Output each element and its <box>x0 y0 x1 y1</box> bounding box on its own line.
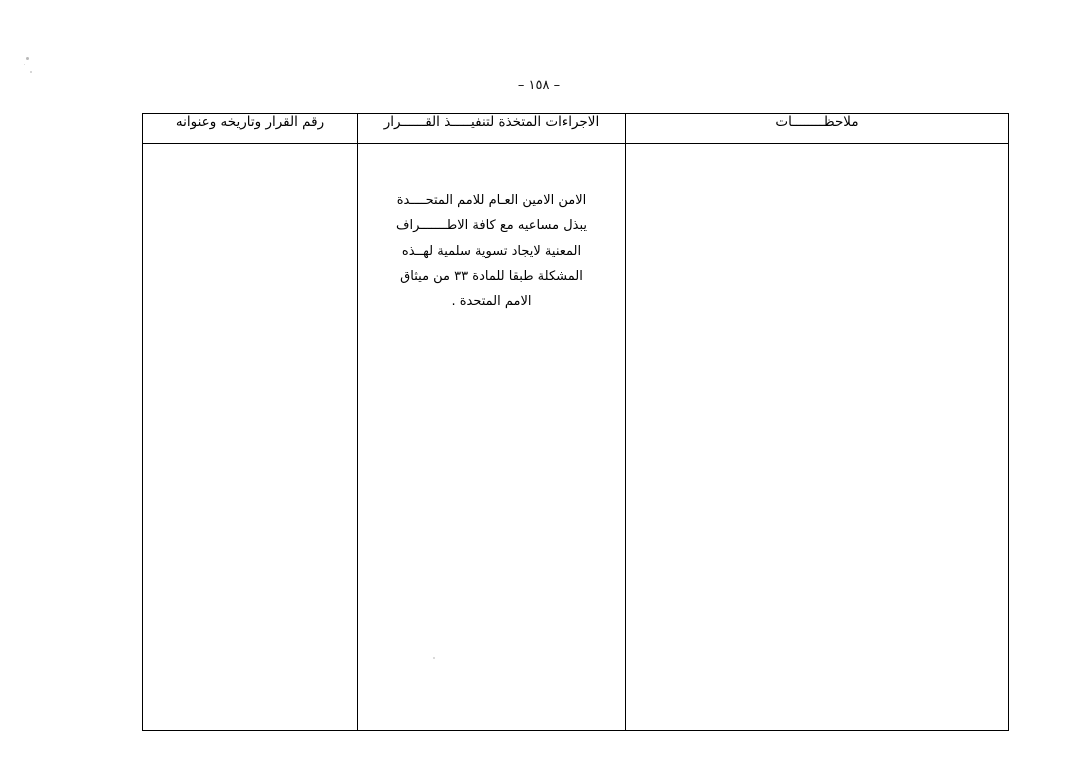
page-number: – ١٥٨ – <box>517 78 561 93</box>
notes-content <box>626 144 1008 730</box>
table-row <box>143 144 1009 731</box>
measures-line: يبذل مساعيه مع كافة الاطـــــــراف <box>395 218 588 234</box>
decision-content <box>143 144 357 730</box>
measures-line: المعنية لايجاد تسوية سلمية لهــذه <box>401 243 582 259</box>
scan-artifact-speck <box>24 64 25 65</box>
column-header-notes: ملاحظــــــــات <box>626 114 1009 144</box>
scan-artifact-speck <box>26 57 29 60</box>
measures-line: المشكلة طبقا للمادة ٣٣ من ميثاق <box>400 269 583 285</box>
measures-line: الامن الامين العـام للامم المتحــــدة <box>396 193 587 208</box>
cell-notes <box>626 144 1009 731</box>
column-header-decision: رقم القرار وتاريخه وعنوانه <box>143 114 358 144</box>
column-header-measures: الاجراءات المتخذة لتنفيـــــذ القــــــرار <box>358 114 626 144</box>
measures-line: الامم المتحدة . <box>451 294 532 310</box>
decisions-table <box>142 113 1009 731</box>
table-header-row <box>143 114 1009 144</box>
scan-artifact-speck <box>30 71 32 73</box>
decisions-table-container <box>143 113 1009 731</box>
measures-content <box>358 144 625 315</box>
cell-measures <box>358 144 626 731</box>
cell-decision <box>143 144 358 731</box>
